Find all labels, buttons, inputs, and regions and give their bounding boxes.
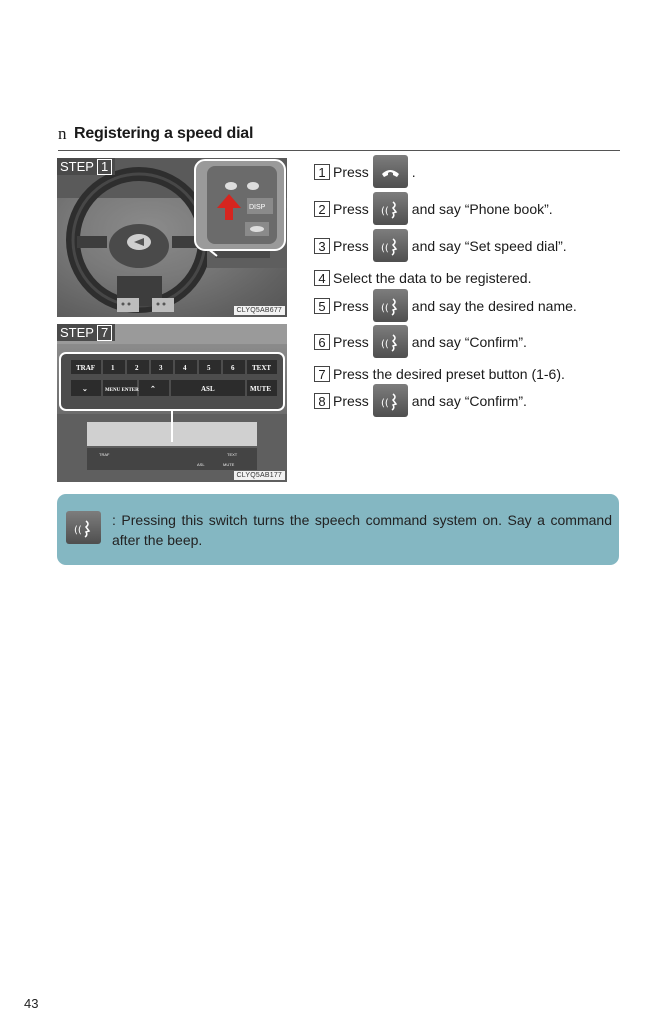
preset-4-label: 4 bbox=[183, 364, 187, 372]
small-text-label: TEXT bbox=[227, 452, 238, 457]
step-number-box: 4 bbox=[314, 270, 330, 286]
image-code: CLYQ5AB177 bbox=[234, 471, 285, 480]
step-6 bbox=[314, 325, 527, 358]
step-text: Select the data to be registered. bbox=[333, 270, 532, 286]
step-number-box: 3 bbox=[314, 238, 330, 254]
svg-text:((: (( bbox=[380, 206, 389, 217]
step-text: Press bbox=[333, 237, 369, 254]
preset-1-label: 1 bbox=[111, 364, 115, 372]
asl-label: ASL bbox=[201, 385, 215, 393]
talk-switch-icon bbox=[373, 192, 408, 225]
step-text: Press bbox=[333, 200, 369, 217]
steering-wheel-illustration bbox=[57, 158, 287, 317]
section-heading bbox=[58, 124, 620, 151]
step-text-after: and say “Set speed dial”. bbox=[411, 237, 567, 254]
preset-6-label: 6 bbox=[231, 364, 235, 372]
page-number: 43 bbox=[24, 996, 39, 1011]
note-text: : Pressing this switch turns the speech command system on. Say a command after the beep. bbox=[112, 512, 612, 548]
svg-text:((: (( bbox=[380, 303, 389, 314]
step-4 bbox=[314, 270, 531, 286]
step-number-box: 5 bbox=[314, 298, 330, 314]
step-1 bbox=[314, 155, 416, 188]
step-5 bbox=[314, 289, 577, 322]
step-number-box: 8 bbox=[314, 393, 330, 409]
step-text-after: and say the desired name. bbox=[411, 297, 577, 314]
step-label: STEP bbox=[60, 159, 94, 174]
step-3 bbox=[314, 229, 567, 262]
step-text-after: and say “Confirm”. bbox=[411, 392, 527, 409]
preset-2-label: 2 bbox=[135, 364, 139, 372]
step-text: Press bbox=[333, 392, 369, 409]
talk-switch-note bbox=[57, 494, 619, 565]
step-text: Press the desired preset button (1-6). bbox=[333, 366, 565, 382]
step-text: Press bbox=[333, 333, 369, 350]
mute-label: MUTE bbox=[250, 385, 271, 393]
talk-switch-icon bbox=[66, 511, 101, 544]
preset-5-label: 5 bbox=[207, 364, 211, 372]
small-mute-label: MUTE bbox=[223, 462, 235, 467]
svg-text:((: (( bbox=[380, 398, 389, 409]
step-label: STEP bbox=[60, 325, 94, 340]
step-text-after: . bbox=[411, 163, 416, 180]
step-number-box: 6 bbox=[314, 334, 330, 350]
talk-switch-icon bbox=[373, 229, 408, 262]
phone-icon bbox=[373, 155, 408, 188]
down-label: ⌄ bbox=[82, 385, 88, 393]
disp-button-label: DISP bbox=[249, 204, 266, 211]
svg-text:((: (( bbox=[74, 525, 82, 536]
heading-bullet: n bbox=[58, 124, 67, 143]
steering-wheel-photo bbox=[57, 158, 287, 317]
step-text: Press bbox=[333, 297, 369, 314]
audio-panel-photo bbox=[57, 324, 287, 482]
talk-switch-icon bbox=[373, 384, 408, 417]
up-label: ⌃ bbox=[150, 385, 156, 393]
step-number-box: 7 bbox=[314, 366, 330, 382]
svg-text:((: (( bbox=[380, 243, 389, 254]
step-text: Press bbox=[333, 163, 369, 180]
step-7 bbox=[314, 366, 565, 382]
small-asl-label: ASL bbox=[197, 462, 205, 467]
step-number-box: 1 bbox=[314, 164, 330, 180]
step-text-after: and say “Confirm”. bbox=[411, 333, 527, 350]
talk-switch-icon bbox=[373, 325, 408, 358]
image-code: CLYQ5AB677 bbox=[234, 306, 285, 315]
section-title: Registering a speed dial bbox=[74, 125, 254, 142]
step-badge bbox=[57, 324, 115, 341]
svg-text:((: (( bbox=[380, 339, 389, 350]
small-traf-label: TRAF bbox=[99, 452, 110, 457]
preset-traf-label: TRAF bbox=[76, 364, 96, 372]
step-number-box: 2 bbox=[314, 201, 330, 217]
step-number: 7 bbox=[97, 325, 112, 341]
menu-enter-label: MENU ENTER bbox=[105, 388, 139, 393]
step-text-after: and say “Phone book”. bbox=[411, 200, 553, 217]
talk-switch-icon bbox=[373, 289, 408, 322]
step-8 bbox=[314, 384, 527, 417]
preset-text-label: TEXT bbox=[252, 364, 272, 372]
preset-3-label: 3 bbox=[159, 364, 163, 372]
step-2 bbox=[314, 192, 553, 225]
step-badge bbox=[57, 158, 115, 175]
step-number: 1 bbox=[97, 159, 112, 175]
audio-panel-illustration bbox=[57, 324, 287, 482]
